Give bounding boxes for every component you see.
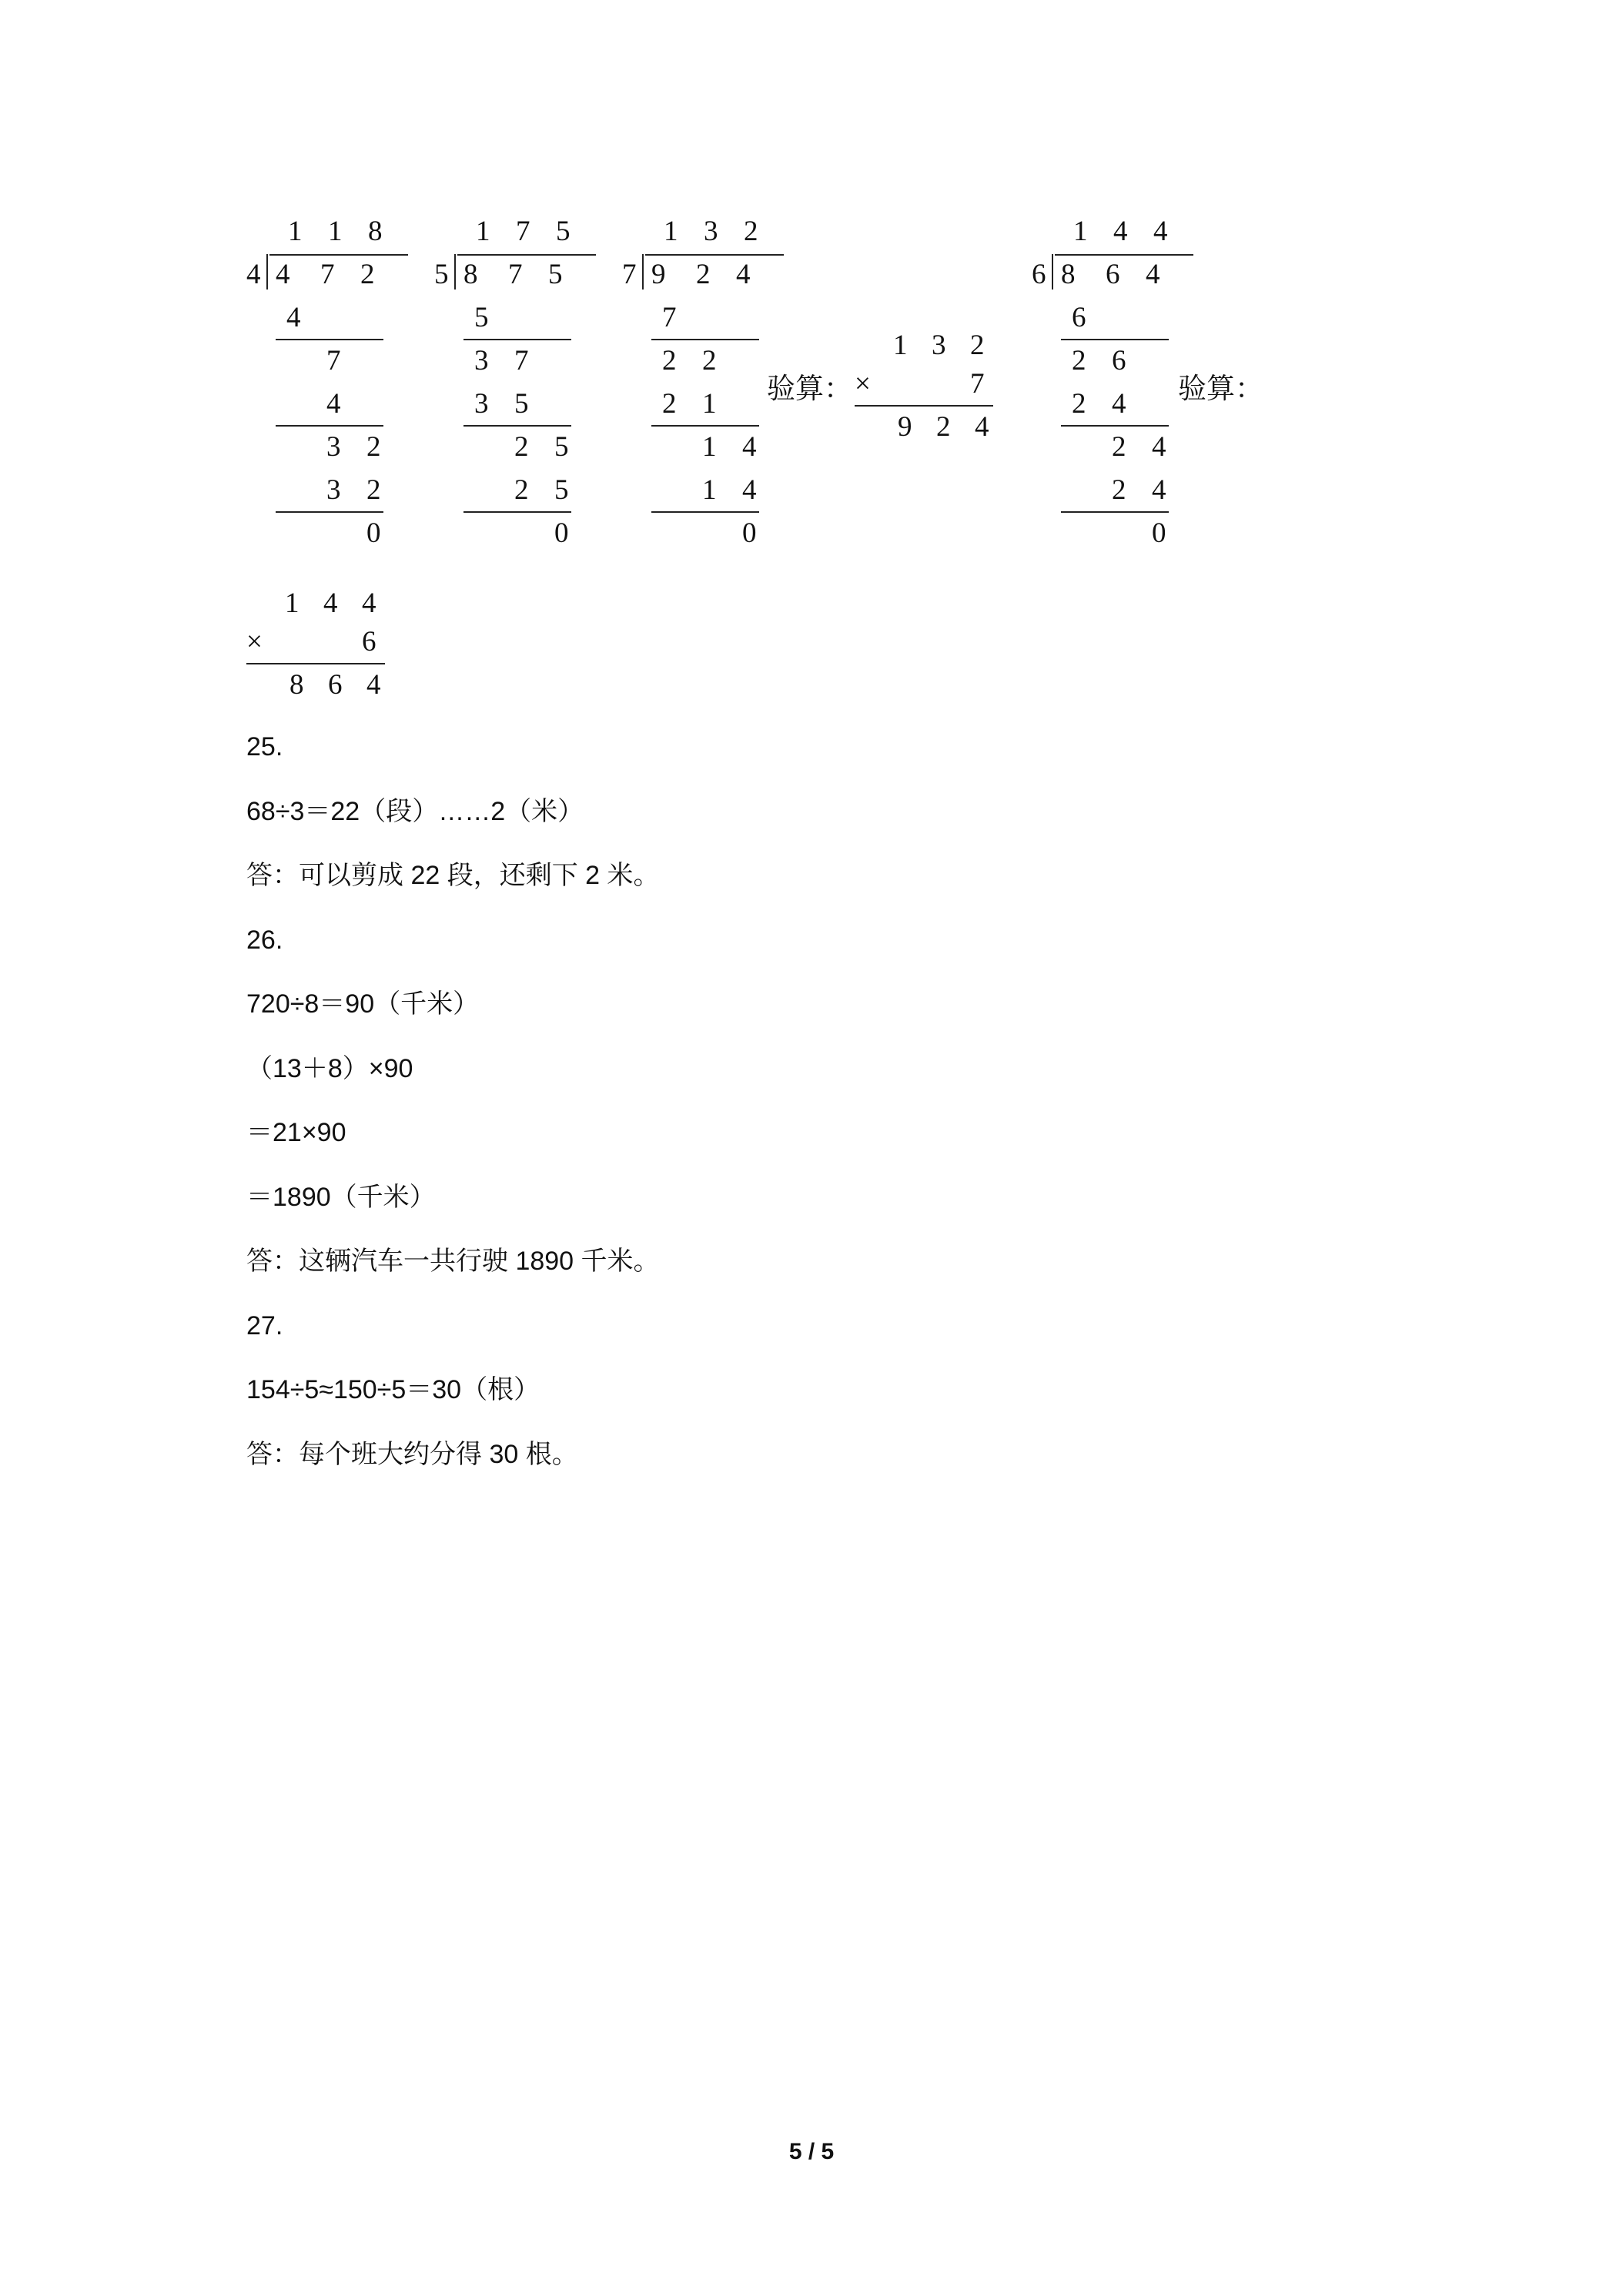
step-digit: 4: [326, 388, 341, 420]
step-digit: 2: [514, 431, 529, 463]
answer-line: （13＋8）×90: [246, 1053, 413, 1083]
answer-line: 27.: [246, 1310, 283, 1340]
step-digit: 3: [474, 345, 489, 377]
step-digit: 6: [1112, 345, 1126, 377]
division-bracket: [266, 254, 268, 290]
division-bar: [645, 254, 784, 256]
dividend-digit: 4: [736, 259, 751, 290]
subtraction-line: [1061, 511, 1169, 513]
dividend-digit: 6: [1106, 259, 1120, 290]
step-digit: 4: [742, 474, 757, 506]
quotient-digit: 1: [288, 216, 303, 247]
step-digit: 1: [702, 388, 717, 420]
quotient-digit: 2: [744, 216, 758, 247]
step-digit: 4: [1152, 474, 1166, 506]
page-number: 5 / 5: [788, 2139, 835, 2164]
multiplier-digit: 7: [970, 368, 985, 400]
quotient-digit: 1: [328, 216, 343, 247]
step-digit: 5: [554, 431, 569, 463]
dividend-digit: 4: [276, 259, 290, 290]
dividend-digit: 7: [320, 259, 335, 290]
division-bar: [1055, 254, 1193, 256]
answer-line: 25.: [246, 732, 283, 761]
multiplicand-digit: 4: [362, 587, 376, 619]
verification-multiplication-1: [855, 331, 1009, 447]
step-digit: 3: [326, 431, 341, 463]
subtraction-line: [463, 511, 571, 513]
answer-line: ＝1890（千米）: [246, 1182, 436, 1212]
step-digit: 4: [742, 431, 757, 463]
divisor: 7: [622, 259, 637, 290]
long-division-4: [1032, 216, 1186, 554]
subtraction-line: [1061, 425, 1169, 427]
multiplicand-digit: 1: [285, 587, 300, 619]
quotient-digit: 5: [556, 216, 571, 247]
step-digit: 2: [662, 345, 677, 377]
step-digit: 2: [1072, 345, 1086, 377]
long-division-3: [622, 216, 776, 554]
answer-line: 答：每个班大约分得 30 根。: [246, 1439, 578, 1469]
product-digit: 4: [366, 669, 381, 701]
divisor: 5: [434, 259, 449, 290]
step-digit: 3: [474, 388, 489, 420]
step-digit: 2: [1112, 474, 1126, 506]
product-digit: 2: [936, 411, 951, 443]
dividend-digit: 2: [696, 259, 711, 290]
multiplicand-digit: 1: [893, 330, 908, 361]
subtraction-line: [651, 425, 759, 427]
multiplicand-digit: 4: [323, 587, 338, 619]
verification-multiplication-2: [246, 589, 400, 705]
step-digit: 1: [702, 474, 717, 506]
step-digit: 7: [514, 345, 529, 377]
step-digit: 7: [326, 345, 341, 377]
quotient-digit: 1: [664, 216, 678, 247]
answer-line: 720÷8＝90（千米）: [246, 989, 480, 1019]
quotient-digit: 3: [704, 216, 718, 247]
answer-line: ＝21×90: [246, 1118, 346, 1147]
multiplicand-digit: 3: [932, 330, 946, 361]
answer-line: 答：这辆汽车一共行驶 1890 千米。: [246, 1247, 660, 1276]
multiplicand-digit: 2: [970, 330, 985, 361]
verify-label-1: 验算：: [767, 373, 852, 405]
step-digit: 4: [1152, 431, 1166, 463]
step-digit: 3: [326, 474, 341, 506]
step-digit: 0: [742, 517, 757, 549]
dividend-digit: 5: [548, 259, 563, 290]
product-digit: 8: [289, 669, 304, 701]
dividend-digit: 2: [360, 259, 375, 290]
step-digit: 7: [662, 302, 677, 333]
product-digit: 6: [328, 669, 343, 701]
dividend-digit: 9: [651, 259, 666, 290]
step-digit: 6: [1072, 302, 1086, 333]
division-bar: [269, 254, 408, 256]
answer-line: 68÷3＝22（段）……2（米）: [246, 796, 584, 826]
long-division-1: [246, 216, 400, 554]
answer-line: 154÷5≈150÷5＝30（根）: [246, 1375, 540, 1404]
dividend-digit: 7: [508, 259, 523, 290]
multiplier-digit: 6: [362, 626, 376, 658]
divisor: 6: [1032, 259, 1046, 290]
step-digit: 5: [554, 474, 569, 506]
verify-label-2: 验算：: [1178, 373, 1263, 405]
subtraction-line: [276, 425, 383, 427]
subtraction-line: [463, 339, 571, 340]
step-digit: 2: [702, 345, 717, 377]
quotient-digit: 4: [1113, 216, 1128, 247]
answer-line: 答：可以剪成 22 段，还剩下 2 米。: [246, 861, 660, 890]
subtraction-line: [651, 511, 759, 513]
division-bar: [457, 254, 596, 256]
product-digit: 4: [975, 411, 989, 443]
long-division-2: [434, 216, 588, 554]
step-digit: 2: [1112, 431, 1126, 463]
division-bracket: [1052, 254, 1053, 290]
quotient-digit: 4: [1153, 216, 1168, 247]
quotient-digit: 1: [1073, 216, 1088, 247]
times-sign: ×: [855, 368, 871, 400]
subtraction-line: [276, 511, 383, 513]
product-line: [246, 663, 385, 664]
quotient-digit: 8: [368, 216, 383, 247]
step-digit: 5: [474, 302, 489, 333]
step-digit: 2: [366, 474, 381, 506]
step-digit: 4: [1112, 388, 1126, 420]
step-digit: 2: [366, 431, 381, 463]
subtraction-line: [1061, 339, 1169, 340]
dividend-digit: 8: [463, 259, 478, 290]
step-digit: 4: [286, 302, 301, 333]
step-digit: 0: [554, 517, 569, 549]
subtraction-line: [651, 339, 759, 340]
product-digit: 9: [898, 411, 912, 443]
product-line: [855, 405, 993, 407]
step-digit: 2: [514, 474, 529, 506]
answer-line: 26.: [246, 925, 283, 955]
division-bracket: [642, 254, 644, 290]
step-digit: 0: [366, 517, 381, 549]
times-sign: ×: [246, 626, 263, 658]
subtraction-line: [463, 425, 571, 427]
divisor: 4: [246, 259, 261, 290]
dividend-digit: 4: [1146, 259, 1160, 290]
quotient-digit: 1: [476, 216, 490, 247]
dividend-digit: 8: [1061, 259, 1076, 290]
step-digit: 0: [1152, 517, 1166, 549]
step-digit: 5: [514, 388, 529, 420]
subtraction-line: [276, 339, 383, 340]
quotient-digit: 7: [516, 216, 530, 247]
step-digit: 2: [1072, 388, 1086, 420]
division-bracket: [454, 254, 456, 290]
step-digit: 2: [662, 388, 677, 420]
step-digit: 1: [702, 431, 717, 463]
